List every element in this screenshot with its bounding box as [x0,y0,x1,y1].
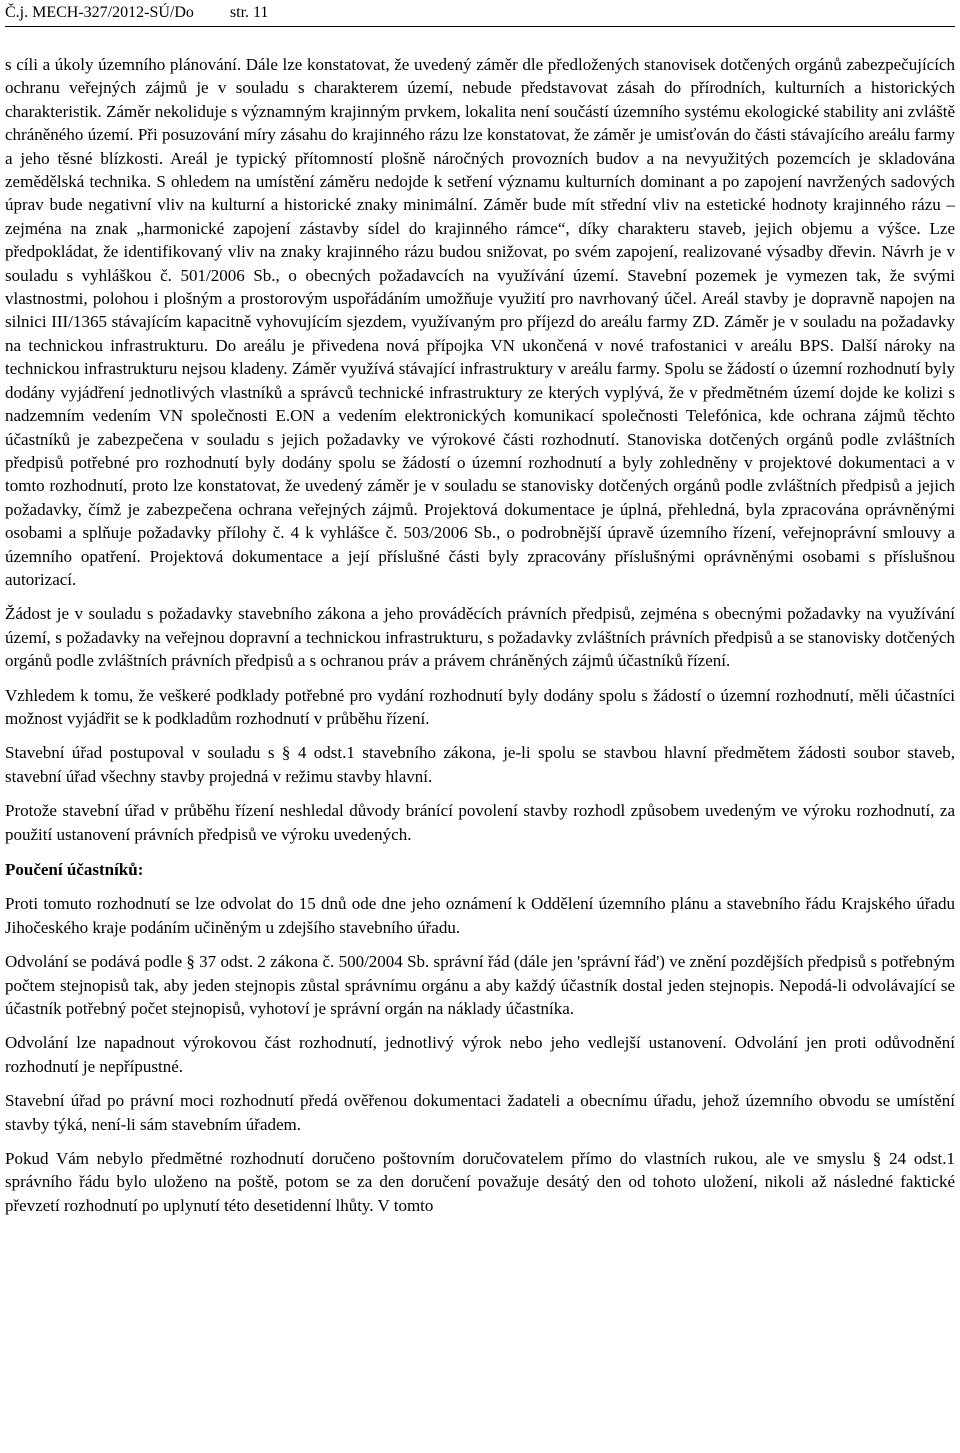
header-divider [5,26,955,27]
paragraph-procedure: Stavební úřad postupoval v souladu s § 4 odst.1 stavebního zákona, je-li spolu se stavbou hlavní předmětem žádosti soubor staveb, stavební úřad všechny stavby projedná v režimu stavby hlavní. [5,743,955,786]
instructions-heading: Poučení účastníků: [5,860,144,879]
page-header [5,0,955,24]
document-body [5,53,955,1217]
paragraph-reasoning: s cíli a úkoly územního plánování. Dále lze konstatovat, že uvedený záměr dle předložených stanovisek dotčených orgánů zabezpečujících ochranu veřejných zájmů je v souladu s charakterem území, nebude představovat zásah do přírodních, kulturních a historických charakteristik. Záměr nekoliduje s významným krajinným prvkem, lokalita není součástí územního systému ekologické stability ani zvláště chráněného území. Při posuzování míry zásahu do krajinného rázu lze konstatovat, že záměr je umisťován do části stávajícího areálu farmy a jeho těsné blízkosti. Areál je typický přítomností plošně náročných provozních budov a na nevyužitých pozemcích je skladována zemědělská technika. S ohledem na umístění záměru nedojde k setření významu kulturních dominant a po zapojení navržených sadových úprav bude negativní vliv na kulturní a historické znaky minimální. Záměr bude mít střední vliv na estetické hodnoty krajinného rázu – zejména na znak „harmonické zapojení zástavby sídel do krajinného rámce“, díky charakteru staveb, jejich objemu a výšce. Lze předpokládat, že identifikovaný vliv na znaky krajinného rázu budou snižovat, po svém zapojení, realizované výsadby dřevin. Návrh je v souladu s vyhláškou č. 501/2006 Sb., o obecných požadavcích na využívání území. Stavební pozemek je vymezen tak, že svými vlastnostmi, polohou i plošným a prostorovým uspořádáním umožňuje využití pro navrhovaný účel. Areál stavby je dopravně napojen na silnici III/1365 stávajícím kapacitně vyhovujícím sjezdem, využívaným pro příjezd do areálu farmy ZD. Záměr je v souladu na požadavky na technickou infrastrukturu. Do areálu je přivedena nová přípojka VN ukončená v nové trafostanici v areálu BPS. Další nároky na technickou infrastrukturu nejsou kladeny. Záměr využívá stávající infrastruktury v areálu farmy. Spolu se žádostí o územní rozhodnutí byly dodány vyjádření jednotlivých vlastníků a správců technické infrastruktury ze kterých vyplývá, že v předmětném území dojde ke kolizi s nadzemním vedením VN společnosti E.ON a vedením elektronických komunikací společnosti Telefónica, kde ochrana zájmů těchto účastníků je zabezpečena v souladu s jejich požadavky ve výrokové části rozhodnutí. Stanoviska dotčených orgánů podle zvláštních předpisů potřebné pro rozhodnutí byly dodány spolu se žádostí o územní rozhodnutí a byly zohledněny v projektové dokumentaci a v tomto rozhodnutí, proto lze konstatovat, že uvedený záměr je v souladu se stanovisky dotčených orgánů podle zvláštních předpisů a jejich požadavky, čímž je zabezpečena ochrana veřejných zájmů. Projektová dokumentace je úplná, přehledná, byla zpracována oprávněnými osobami a splňuje požadavky přílohy č. 4 k vyhlášce č. 503/2006 Sb., o podrobnější úpravě územního řízení, veřejnoprávní smlouvy a územního opatření. Projektová dokumentace a její příslušné části byly zpracovány příslušnými oprávněnými osobami s příslušnou autorizací. [5,55,955,589]
instruction-documentation: Stavební úřad po právní moci rozhodnutí předá ověřenou dokumentaci žadateli a obecnímu úřadu, jehož územního obvodu se umístění stavby týká, není-li sám stavebním úřadem. [5,1091,955,1134]
instruction-delivery: Pokud Vám nebylo předmětné rozhodnutí doručeno poštovním doručovatelem přímo do vlastních rukou, ale ve smyslu § 24 odst.1 správního řádu bylo uloženo na poště, potom se za den doručení považuje desátý den od tohoto uložení, nikoli až následné faktické převzetí rozhodnutí po uplynutí této desetidenní lhůty. V tomto [5,1149,955,1215]
paragraph-documents: Vzhledem k tomu, že veškeré podklady potřebné pro vydání rozhodnutí byly dodány spolu s žádostí o územní rozhodnutí, měli účastníci možnost vyjádřit se k podkladům rozhodnutí v průběhu řízení. [5,685,955,728]
paragraph-decision: Protože stavební úřad v průběhu řízení neshledal důvody bránící povolení stavby rozhodl způsobem uvedeným ve výroku rozhodnutí, za použití ustanovení právních předpisů ve výroku uvedených. [5,801,955,844]
instruction-appeal-scope: Odvolání lze napadnout výrokovou část rozhodnutí, jednotlivý výrok nebo jeho vedlejší ustanovení. Odvolání jen proti odůvodnění rozhodnutí je nepřípustné. [5,1033,955,1076]
reference-number: Č.j. MECH-327/2012-SÚ/Do [5,4,194,21]
page-number: str. 11 [229,4,269,21]
instruction-appeal: Proti tomuto rozhodnutí se lze odvolat do 15 dnů ode dne jeho oznámení k Oddělení územního plánu a stavebního řádu Krajského úřadu Jihočeského kraje podáním učiněným u zdejšího stavebního úřadu. [5,894,955,937]
document-page [5,0,955,1217]
instruction-appeal-copies: Odvolání se podává podle § 37 odst. 2 zákona č. 500/2004 Sb. správní řád (dále jen 'správní řád') ve znění pozdějších předpisů s potřebným počtem stejnopisů tak, aby jeden stejnopis zůstal správnímu orgánu a aby každý účastník dostal jeden stejnopis. Nepodá-li odvolávající se účastník potřebný počet stejnopisů, vyhotoví je správní orgán na náklady účastníka. [5,952,955,1019]
paragraph-compliance: Žádost je v souladu s požadavky stavebního zákona a jeho prováděcích právních předpisů, zejména s obecnými požadavky na využívání území, s požadavky na veřejnou dopravní a technickou infrastrukturu, s požadavky zvláštních právních předpisů a se stanovisky dotčených orgánů podle zvláštních právních předpisů a s ochranou práv a právem chráněných zájmů účastníků řízení. [5,604,955,671]
